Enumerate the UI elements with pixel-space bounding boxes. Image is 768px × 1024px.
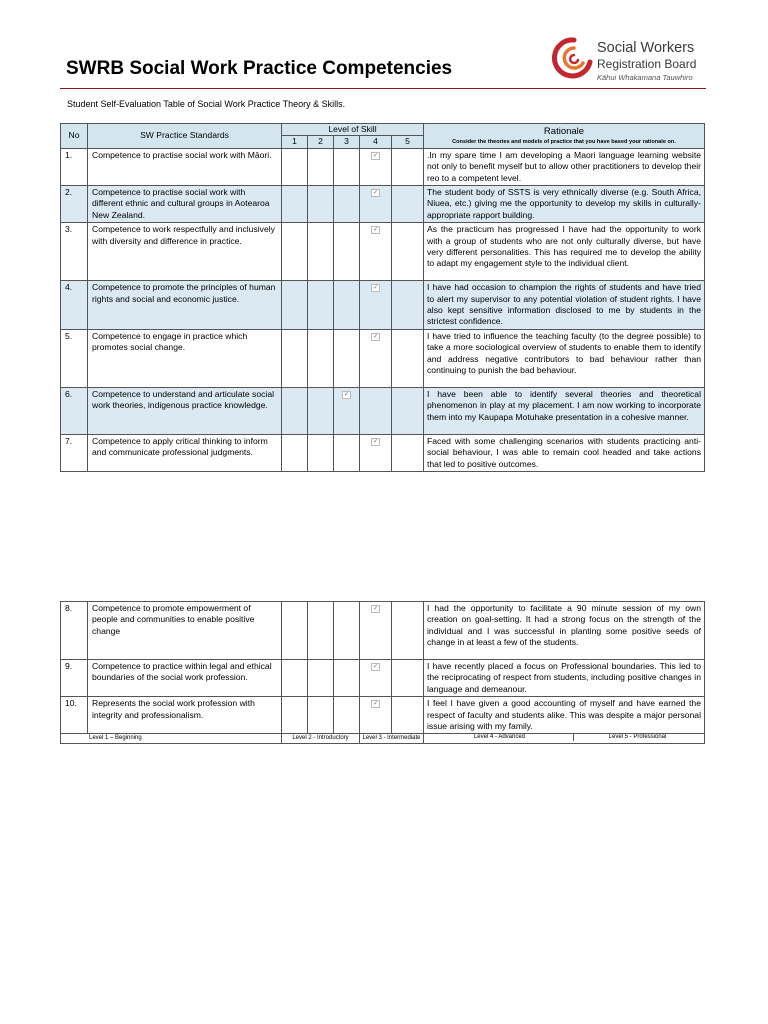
level-cell-3 — [334, 148, 360, 185]
legend-level-4: Level 4 - Advanced — [427, 734, 574, 741]
level-header-4: 4 — [360, 136, 392, 148]
logo-name-line2: Registration Board — [597, 57, 697, 71]
level-cell-3 — [334, 602, 360, 660]
level-cell-1 — [282, 602, 308, 660]
row-number: 10. — [61, 697, 88, 734]
practice-standard: Competence to work respectfully and inclusively with diversity and difference in practice. — [88, 223, 282, 281]
table-row — [61, 602, 705, 660]
level-cell-4 — [360, 387, 392, 434]
level-header-5: 5 — [392, 136, 424, 148]
level-cell-2 — [308, 148, 334, 185]
rationale-text: I have recently placed a focus on Professional boundaries. This led to the reciprocating of respect from students, including positive changes in language and demeanour. — [424, 660, 705, 697]
level-cell-2 — [308, 387, 334, 434]
row-number: 9. — [61, 660, 88, 697]
level-cell-3 — [334, 281, 360, 330]
level-cell-5 — [392, 660, 424, 697]
rationale-subtitle: Consider the theories and models of practice that you have based your rationale on. — [452, 138, 676, 145]
table-body-part1 — [61, 148, 705, 471]
competency-table-continued — [60, 601, 705, 744]
level-header-3: 3 — [334, 136, 360, 148]
level-cell-1 — [282, 387, 308, 434]
row-number: 2. — [61, 186, 88, 223]
level-cell-2 — [308, 281, 334, 330]
level-cell-1 — [282, 329, 308, 387]
level-cell-5 — [392, 697, 424, 734]
row-number: 7. — [61, 434, 88, 471]
check-icon: ✓ — [372, 606, 379, 612]
row-number: 1. — [61, 148, 88, 185]
level-cell-2 — [308, 660, 334, 697]
level-cell-2 — [308, 223, 334, 281]
level-cell-5 — [392, 223, 424, 281]
level-legend — [61, 734, 705, 744]
table-row — [61, 329, 705, 387]
table-row — [61, 387, 705, 434]
table-body-part2 — [61, 602, 705, 734]
table-row — [61, 660, 705, 697]
level-cell-3 — [334, 660, 360, 697]
rationale-text: Faced with some challenging scenarios with students practicing anti-social behaviour, I was able to remain cool headed and take actions that led to positive outcomes. — [424, 434, 705, 471]
column-header-level: Level of Skill — [282, 124, 424, 136]
competency-table — [60, 123, 705, 472]
level-cell-5 — [392, 281, 424, 330]
rationale-text: I feel I have given a good accounting of myself and have earned the respect of faculty and students alike. This was despite a major personal issue arising with my family. — [424, 697, 705, 734]
rationale-text: I had the opportunity to facilitate a 90 minute session of my own creation on goal-setting. It had a strong focus on the strength of the individual and I was successful in planting some positive seeds of change in at least a few of the students. — [424, 602, 705, 660]
check-icon: ✓ — [343, 391, 350, 398]
level-header-2: 2 — [308, 136, 334, 148]
check-icon: ✓ — [372, 227, 379, 234]
level-cell-1 — [282, 186, 308, 223]
check-icon: ✓ — [372, 664, 379, 670]
row-number: 8. — [61, 602, 88, 660]
rationale-text: I have had occasion to champion the rights of students and have tried to alert my supervisor to any potential violation of student rights. I have also kept sensitive information disclosed to me by students in the strictest confidence. — [424, 281, 705, 330]
check-icon: ✓ — [372, 333, 379, 340]
level-cell-1 — [282, 148, 308, 185]
level-cell-2 — [308, 434, 334, 471]
level-cell-2 — [308, 697, 334, 734]
level-cell-4 — [360, 281, 392, 330]
rationale-title: Rationale — [543, 126, 585, 138]
check-icon: ✓ — [372, 285, 379, 292]
row-number: 4. — [61, 281, 88, 330]
row-number: 6. — [61, 387, 88, 434]
swrb-logo — [552, 36, 708, 86]
legend-level-5: Level 5 - Professional — [608, 734, 667, 741]
level-cell-1 — [282, 223, 308, 281]
level-cell-2 — [308, 602, 334, 660]
check-icon: ✓ — [372, 701, 379, 708]
level-cell-4 — [360, 434, 392, 471]
level-cell-3 — [334, 387, 360, 434]
level-cell-5 — [392, 434, 424, 471]
level-cell-4 — [360, 223, 392, 281]
table-row — [61, 223, 705, 281]
level-cell-4 — [360, 148, 392, 185]
level-cell-5 — [392, 148, 424, 185]
level-cell-4 — [360, 697, 392, 734]
level-cell-1 — [282, 697, 308, 734]
check-icon: ✓ — [372, 152, 379, 159]
rationale-text: I have been able to identify several theories and theoretical phenomenon in play at my placement. I am now working to incorporate them into my Kaupapa Motuhake presentation in a cohesive manner. — [424, 387, 705, 434]
legend-level-1: Level 1 – Beginning — [61, 734, 282, 744]
level-cell-4 — [360, 186, 392, 223]
practice-standard: Competence to promote the principles of human rights and social and economic justice. — [88, 281, 282, 330]
level-cell-4 — [360, 329, 392, 387]
level-cell-3 — [334, 186, 360, 223]
practice-standard: Competence to apply critical thinking to inform and communicate professional judgments. — [88, 434, 282, 471]
level-cell-2 — [308, 329, 334, 387]
level-cell-5 — [392, 186, 424, 223]
level-cell-3 — [334, 434, 360, 471]
level-cell-1 — [282, 281, 308, 330]
practice-standard: Competence to understand and articulate social work theories, indigenous practice knowledge. — [88, 387, 282, 434]
level-cell-3 — [334, 223, 360, 281]
column-header-rationale — [424, 124, 705, 149]
rationale-text: The student body of SSTS is very ethnically diverse (e.g. South Africa, Niuea, etc.) giving me the opportunity to develop my skills in culturally- appropriate rapport building. — [424, 186, 705, 223]
level-header-1: 1 — [282, 136, 308, 148]
table-row — [61, 281, 705, 330]
practice-standard: Competence to promote empowerment of people and communities to enable positive change — [88, 602, 282, 660]
table-row — [61, 697, 705, 734]
page-title: SWRB Social Work Practice Competencies — [66, 58, 453, 79]
logo-maori-name: Kāhui Whakamana Tauwhiro — [597, 73, 693, 82]
legend-level-3: Level 3 - Intermediate — [360, 734, 424, 744]
practice-standard: Competence to practise social work with different ethnic and cultural groups in Aotearoa New Zealand. — [88, 186, 282, 223]
rationale-text: I have tried to influence the teaching faculty (to the degree possible) to take a more sociological overview of students to enable them to identify and address negative contributors to bad behaviour rather than continuing to punish the bad behaviour. — [424, 329, 705, 387]
practice-standard: Competence to practise social work with Māori. — [88, 148, 282, 185]
row-number: 5. — [61, 329, 88, 387]
level-cell-2 — [308, 186, 334, 223]
header-divider — [60, 88, 706, 89]
level-cell-4 — [360, 660, 392, 697]
check-icon: ✓ — [372, 438, 379, 445]
level-cell-3 — [334, 329, 360, 387]
level-cell-5 — [392, 602, 424, 660]
check-icon: ✓ — [372, 190, 379, 197]
legend-level-2: Level 2 - Introductory — [282, 734, 360, 744]
rationale-text: As the practicum has progressed I have had the opportunity to work with a group of students who are not only culturally diverse, but have very different personalities. This has required me to develop the ability to adapt my engagement style to the individual client. — [424, 223, 705, 281]
practice-standard: Competence to practice within legal and ethical boundaries of the social work profession. — [88, 660, 282, 697]
table-row — [61, 434, 705, 471]
logo-name-line1: Social Workers — [597, 40, 695, 56]
level-cell-3 — [334, 697, 360, 734]
level-cell-1 — [282, 660, 308, 697]
level-cell-1 — [282, 434, 308, 471]
practice-standard: Competence to engage in practice which promotes social change. — [88, 329, 282, 387]
level-cell-5 — [392, 387, 424, 434]
table-row — [61, 148, 705, 185]
level-cell-5 — [392, 329, 424, 387]
page-header — [60, 36, 706, 88]
column-header-standard: SW Practice Standards — [88, 124, 282, 149]
practice-standard: Represents the social work profession with integrity and professionalism. — [88, 697, 282, 734]
level-cell-4 — [360, 602, 392, 660]
row-number: 3. — [61, 223, 88, 281]
rationale-text: .In my spare time I am developing a Maori language learning website not only to benefit myself but to allow other practitioners to develop their reo to a competent level. — [424, 148, 705, 185]
swirl-logo-icon — [552, 36, 596, 84]
table-caption: Student Self-Evaluation Table of Social Work Practice Theory & Skills. — [67, 99, 346, 109]
column-header-no: No — [61, 124, 88, 149]
legend-level-4-5 — [424, 734, 705, 744]
table-row — [61, 186, 705, 223]
